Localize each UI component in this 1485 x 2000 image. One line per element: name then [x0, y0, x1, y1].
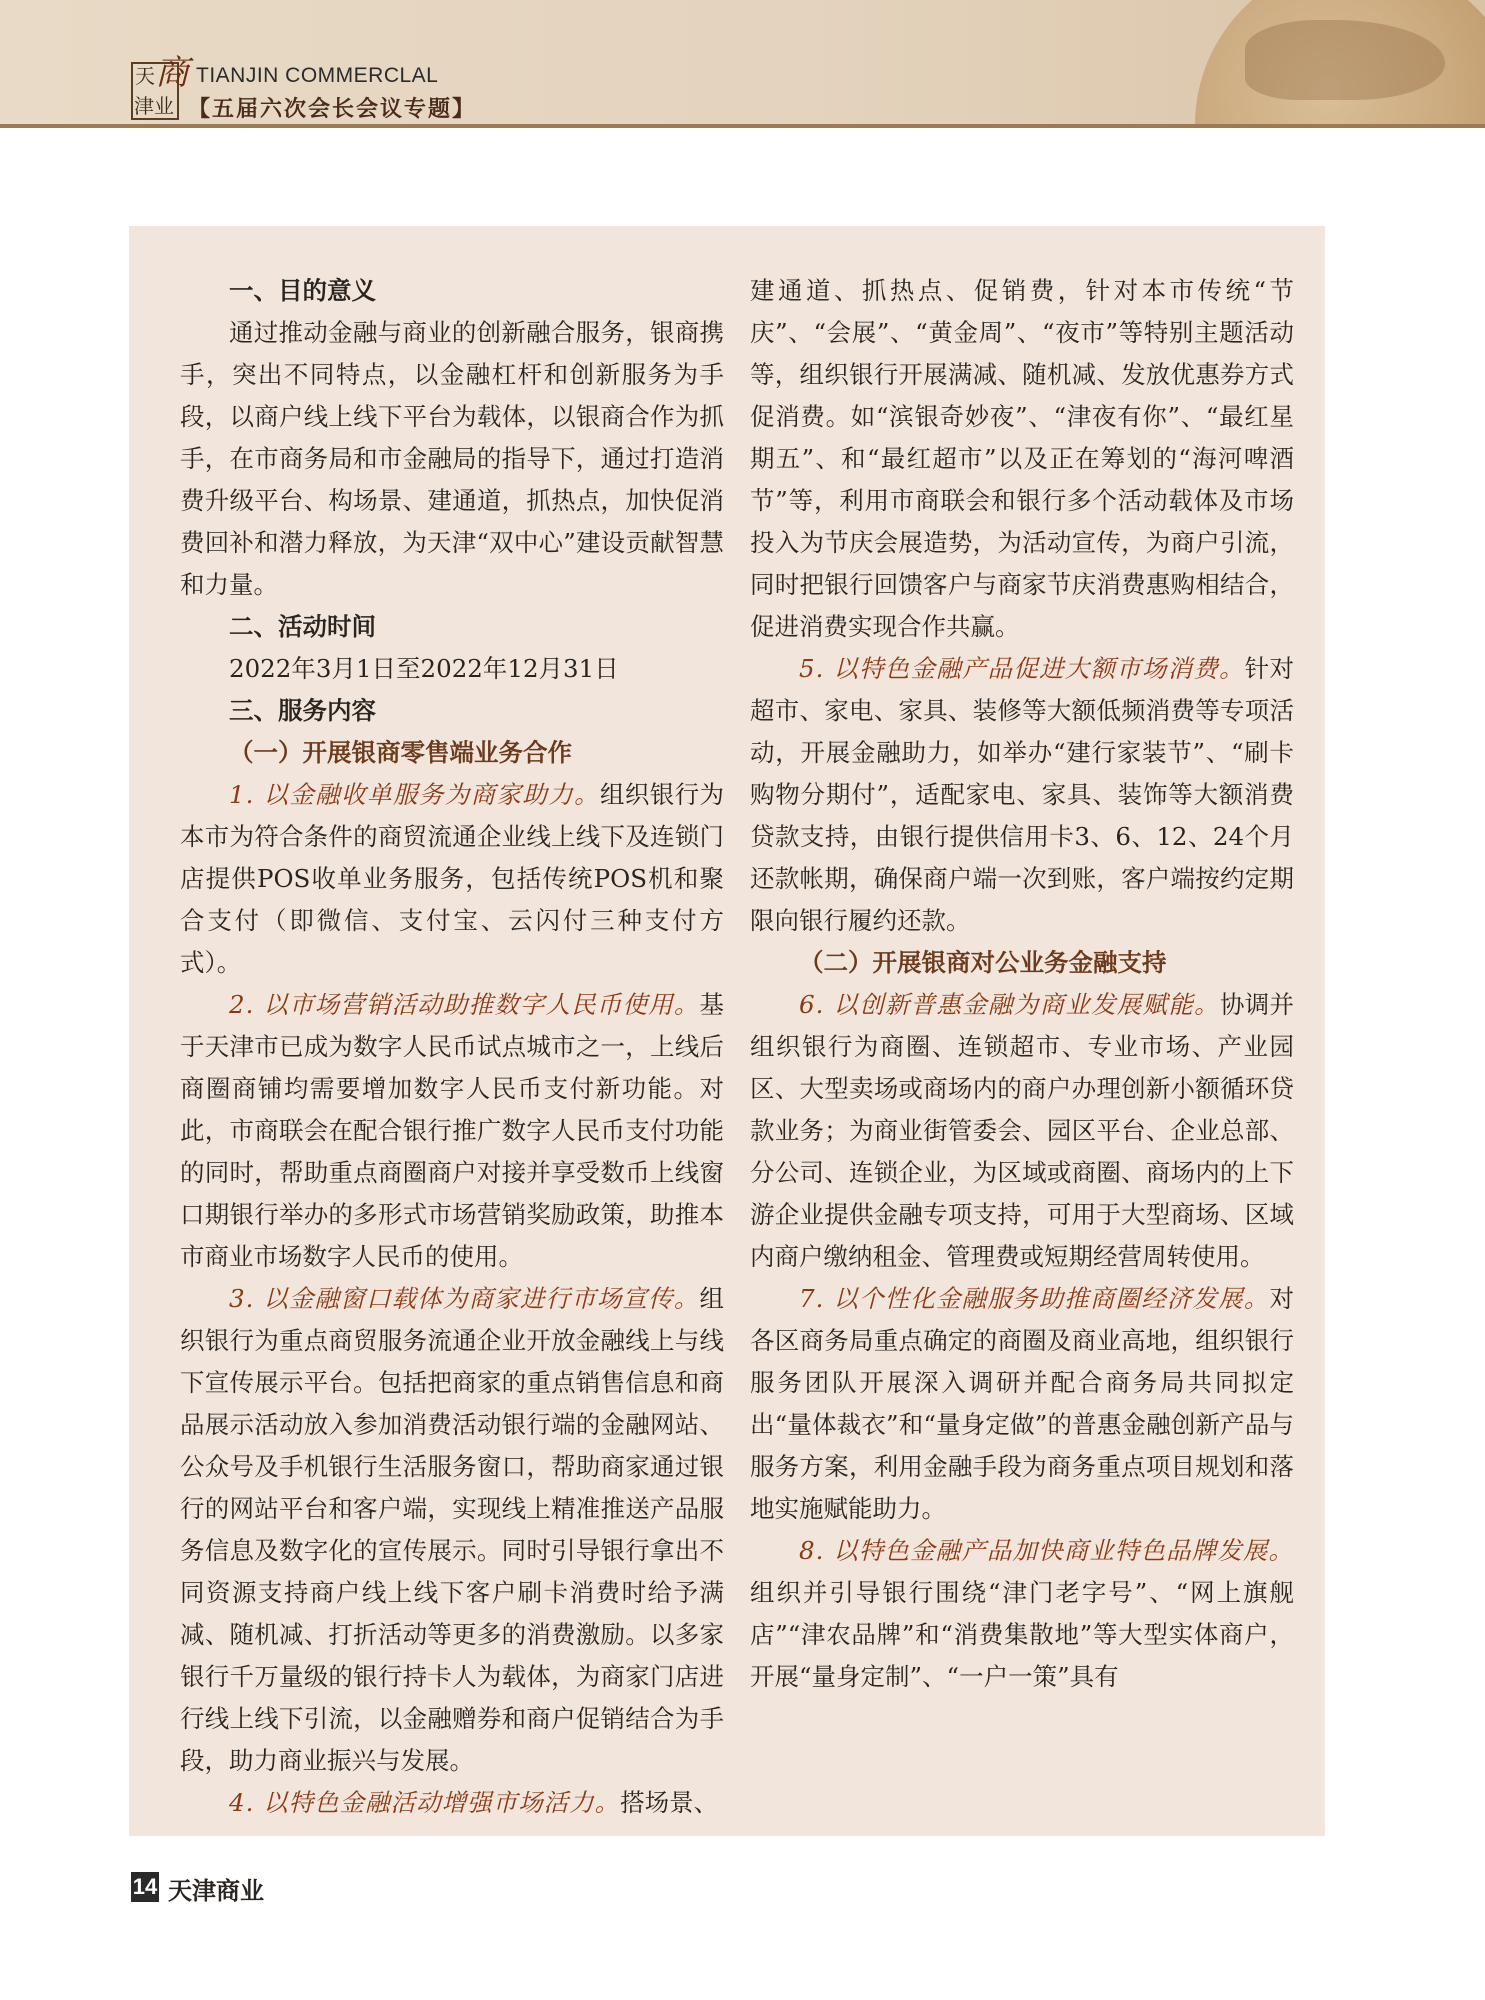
item-7-text: 对各区商务局重点确定的商圈及商业高地，组织银行服务团队开展深入调研并配合商务局共同拟定出“量体裁衣”和“量身定做”的普惠金融创新产品与服务方案，利用金融手段为商务重点项目规划和落地实施赋能助力。 [750, 1284, 1294, 1523]
item-2-keyword: 2. 以市场营销活动助推数字人民币使用。 [229, 990, 700, 1019]
item-1-keyword: 1. 以金融收单服务为商家助力。 [229, 780, 600, 809]
paragraph-item-7 [750, 1278, 1294, 1530]
paragraph-purpose: 通过推动金融与商业的创新融合服务，银商携手，突出不同特点，以金融杠杆和创新服务为手段，以商户线上线下平台为载体，以银商合作为抓手，在市商务局和市金融局的指导下，通过打造消费升级平台、构场景、建通道，抓热点，加快促消费回补和潜力释放，为天津“双中心”建设贡献智慧和力量。 [180, 318, 724, 599]
paragraph-time: 2022年3月1日至2022年12月31日 [229, 654, 619, 683]
subheading-corporate: （二）开展银商对公业务金融支持 [799, 948, 1167, 977]
item-4-text: 搭场景、 [620, 1788, 719, 1817]
item-2-text: 基于天津市已成为数字人民币试点城市之一，上线后商圈商铺均需要增加数字人民币支付新功能。对此，市商联会在配合银行推广数字人民币支付功能的同时，帮助重点商圈商户对接并享受数币上线窗口期银行举办的多形式市场营销奖励政策，助推本市商业市场数字人民币的使用。 [180, 990, 724, 1271]
paragraph-item-4-continued: 建通道、抓热点、促销费，针对本市传统“节庆”、“会展”、“黄金周”、“夜市”等特别主题活动等，组织银行开展满减、随机减、发放优惠券方式促消费。如“滨银奇妙夜”、“津夜有你”、“最红星期五”、和“最红超市”以及正在筹划的“海河啤酒节”等，利用市商联会和银行多个活动载体及市场投入为节庆会展造势，为活动宣传，为商户引流，同时把银行回馈客户与商家节庆消费惠购相结合，促进消费实现合作共赢。 [750, 276, 1294, 641]
logo-char-tian: 天 [135, 64, 155, 88]
item-6-text: 协调并组织银行为商圈、连锁超市、专业市场、产业园区、大型卖场或商场内的商户办理创新小额循环贷款业务；为商业街管委会、园区平台、企业总部、分公司、连锁企业，为区域或商圈、商场内的上下游企业提供金融专项支持，可用于大型商场、区域内商户缴纳租金、管理费或短期经营周转使用。 [750, 990, 1295, 1271]
paragraph-item-8 [750, 1530, 1294, 1698]
paragraph-item-4 [180, 1782, 724, 1824]
item-5-keyword: 5. 以特色金融产品促进大额市场消费。 [799, 654, 1245, 683]
heading-purpose: 一、目的意义 [229, 276, 376, 305]
subheading-retail: （一）开展银商零售端业务合作 [229, 738, 572, 767]
item-1-text: 组织银行为本市为符合条件的商贸流通企业线上线下及连锁门店提供POS收单业务服务，包括传统POS机和聚合支付（即微信、支付宝、云闪付三种支付方式）。 [180, 780, 725, 977]
paragraph-item-2 [180, 984, 724, 1278]
paragraph-item-1 [180, 774, 724, 984]
article-column-right [750, 270, 1294, 1698]
article-column-left [180, 270, 724, 1824]
paragraph-item-6 [750, 984, 1294, 1278]
page-header [0, 0, 1485, 124]
item-6-keyword: 6. 以创新普惠金融为商业发展赋能。 [799, 990, 1220, 1019]
item-8-keyword: 8. 以特色金融产品加快商业特色品牌发展。 [799, 1536, 1294, 1565]
item-5-text: 针对超市、家电、家具、装修等大额低频消费等专项活动，开展金融助力，如举办“建行家装节”、“刷卡购物分期付”，适配家电、家具、装饰等大额消费贷款支持，由银行提供信用卡3、6、12、24个月还款帐期，确保商户端一次到账，客户端按约定期限向银行履约还款。 [750, 654, 1294, 935]
heading-time: 二、活动时间 [229, 612, 376, 641]
logo-char-shang: 商 [155, 53, 189, 93]
item-8-text: 组织并引导银行围绕“津门老字号”、“网上旗舰店”“津农品牌”和“消费集散地”等大型实体商户，开展“量身定制”、“一户一策”具有 [750, 1578, 1294, 1691]
item-4-keyword: 4. 以特色金融活动增强市场活力。 [229, 1788, 621, 1817]
publication-name: 天津商业 [168, 1876, 264, 1905]
paragraph-item-5 [750, 648, 1294, 942]
magazine-logo [131, 53, 189, 120]
header-divider [0, 124, 1485, 128]
brand-english-name: TIANJIN COMMERCLAL [196, 64, 439, 87]
logo-char-jinye: 津业 [134, 94, 174, 118]
section-topic: 【五届六次会长会议专题】 [188, 96, 477, 122]
page-number: 14 [131, 1872, 159, 1902]
item-3-keyword: 3. 以金融窗口载体为商家进行市场宣传。 [229, 1284, 700, 1313]
item-3-text: 组织银行为重点商贸服务流通企业开放金融线上与线下宣传展示平台。包括把商家的重点销售信息和商品展示活动放入参加消费活动银行端的金融网站、公众号及手机银行生活服务窗口，帮助商家通过银行的网站平台和客户端，实现线上精准推送产品服务信息及数字化的宣传展示。同时引导银行拿出不同资源支持商户线上线下客户刷卡消费时给予满减、随机减、打折活动等更多的消费激励。以多家银行千万量级的银行持卡人为载体，为商家门店进行线上线下引流，以金融赠券和商户促销结合为手段，助力商业振兴与发展。 [180, 1284, 724, 1775]
paragraph-item-3 [180, 1278, 724, 1782]
item-7-keyword: 7. 以个性化金融服务助推商圈经济发展。 [799, 1284, 1270, 1313]
heading-content: 三、服务内容 [229, 696, 376, 725]
